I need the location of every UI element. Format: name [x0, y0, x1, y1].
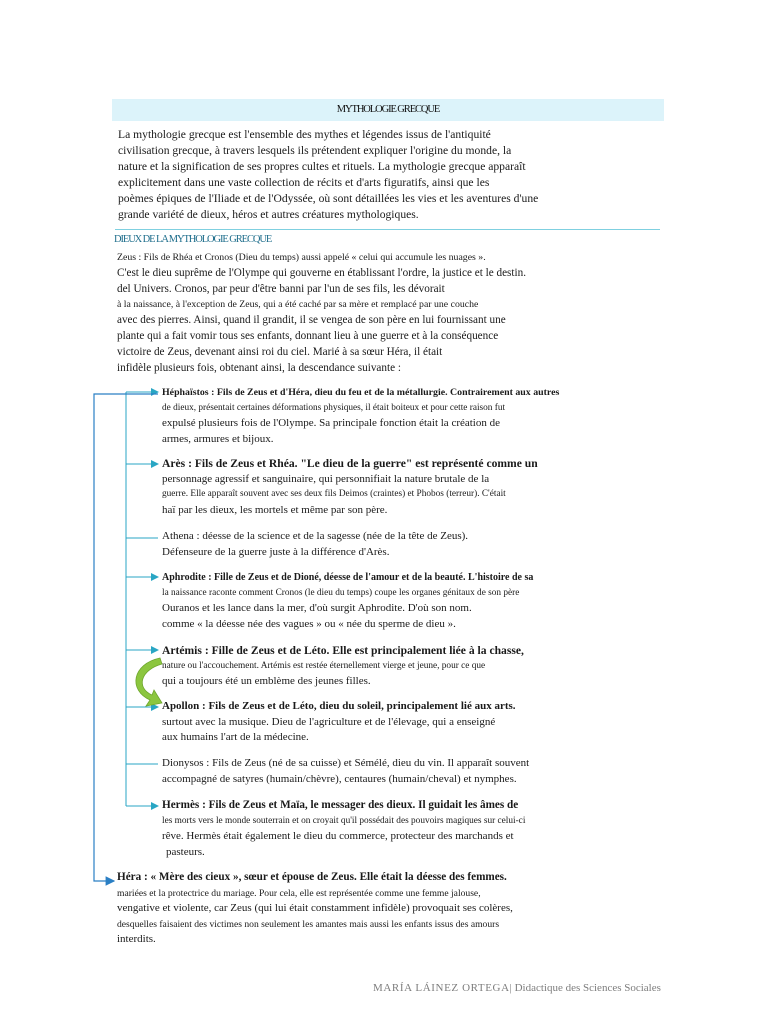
hermes-line: rêve. Hermès était également le dieu du commerce, protecteur des marchands et — [162, 830, 514, 843]
apollon-line: surtout avec la musique. Dieu de l'agriculture et de l'élevage, qui a enseigné — [162, 715, 496, 728]
hephaistos-line: de dieux, présentait certaines déformations physiques, il était boiteux et pour cette raison fut — [162, 402, 506, 413]
intro-line: explicitement dans une vaste collection de récits et d'arts figuratifs, ainsi que les — [118, 176, 490, 189]
footer-author: MARÍA LÁINEZ ORTEGA — [373, 982, 510, 994]
aphrodite-line: la naissance raconte comment Cronos (le dieu du temps) coupe les organes génitaux de son père — [162, 587, 520, 598]
aphrodite-line: comme « la déesse née des vagues » ou « née du sperme de dieu ». — [162, 617, 456, 630]
hephaistos-heading: Héphaïstos : Fils de Zeus et d'Héra, dieu du feu et de la métallurgie. Contrairement aux autres — [162, 387, 560, 398]
entry-aphrodite — [162, 570, 614, 632]
zeus-line: avec des pierres. Ainsi, quand il grandit, il se vengea de son père en lui fournissant une — [117, 314, 506, 327]
zeus-line: del Univers. Cronos, par peur d'être banni par l'un de ses fils, les dévorait — [117, 282, 445, 295]
intro-line: grande variété de dieux, héros et autres créatures mythologiques. — [118, 208, 419, 221]
aphrodite-heading: Aphrodite : Fille de Zeus et de Dioné, déesse de l'amour et de la beauté. L'histoire de sa — [162, 572, 534, 583]
ares-line: personnage agressif et sanguinaire, qui personnifiait la nature brutale de la — [162, 472, 490, 485]
intro-line: civilisation grecque, à travers lesquels ils prétendent expliquer l'origine du monde, la — [118, 144, 512, 157]
aphrodite-line: Ouranos et les lance dans la mer, d'où surgit Aphrodite. D'où son nom. — [162, 602, 472, 615]
hera-line: desquelles faisaient des victimes non seulement les amantes mais aussi les enfants issus des amours — [117, 918, 500, 930]
artemis-heading: Artémis : Fille de Zeus et de Léto. Elle est principalement liée à la chasse, — [162, 644, 524, 657]
ares-line: guerre. Elle apparaît souvent avec ses deux fils Deimos (craintes) et Phobos (terreur). C'était — [162, 489, 506, 500]
zeus-line: à la naissance, à l'exception de Zeus, qui a été caché par sa mère et remplacé par une couche — [117, 299, 479, 311]
artemis-line: nature ou l'accouchement. Artémis est restée éternellement vierge et jeune, pour ce que — [162, 660, 486, 671]
document-title: MYTHOLOGIE GRECQUE — [336, 104, 440, 115]
entry-athena — [162, 529, 614, 560]
entry-dionysos — [162, 756, 614, 787]
zeus-line: plante qui a fait vomir tous ses enfants, donnant lieu à une guerre et à la conséquence — [117, 329, 499, 342]
entry-hermes — [162, 798, 614, 860]
dionysos-line: accompagné de satyres (humain/chèvre), centaures (humain/cheval) et nymphes. — [162, 772, 517, 785]
zeus-line: C'est le dieu suprême de l'Olympe qui gouverne en établissant l'ordre, la justice et le destin. — [117, 266, 526, 279]
hermes-line: les morts vers le monde souterrain et on croyait qu'il possédait des pouvoirs magiques sur celui-ci — [162, 815, 526, 826]
hephaistos-line: expulsé plusieurs fois de l'Olympe. Sa principale fonction était la création de — [162, 417, 500, 430]
hera-line: vengative et violente, car Zeus (qui lui était constamment infidèle) provoquait ses colères, — [117, 902, 513, 915]
hera-heading: Héra : « Mère des cieux », sœur et épouse de Zeus. Elle était la déesse des femmes. — [117, 871, 507, 883]
hermes-line: pasteurs. — [166, 845, 205, 858]
entry-ares — [162, 456, 614, 518]
footer-course: Didactique des Sciences Sociales — [511, 982, 661, 994]
zeus-line: Zeus : Fils de Rhéa et Cronos (Dieu du temps) aussi appelé « celui qui accumule les nuages ». — [117, 252, 486, 263]
entry-hephaistos — [162, 385, 614, 447]
ares-line: haï par les dieux, les mortels et même par son père. — [162, 503, 388, 516]
ares-heading: Arès : Fils de Zeus et Rhéa. "Le dieu de la guerre" est représenté comme un — [162, 457, 538, 470]
entry-apollon — [162, 699, 614, 746]
athena-line: Défenseure de la guerre juste à la différence d'Arès. — [162, 545, 390, 558]
apollon-line: aux humains l'art de la médecine. — [162, 731, 309, 744]
zeus-line: victoire de Zeus, devenant ainsi roi du ciel. Marié à sa sœur Héra, il était — [117, 345, 443, 358]
intro-line: nature et la signification de ses propres cultes et rituels. La mythologie grecque apparaît — [118, 160, 526, 173]
hermes-heading: Hermès : Fils de Zeus et Maïa, le messager des dieux. Il guidait les âmes de — [162, 799, 519, 811]
entry-hera — [117, 870, 573, 948]
hephaistos-line: armes, armures et bijoux. — [162, 432, 274, 445]
hera-line: interdits. — [117, 933, 156, 946]
athena-line: Athena : déesse de la science et de la sagesse (née de la tête de Zeus). — [162, 530, 469, 542]
dionysos-line: Dionysos : Fils de Zeus (né de sa cuisse) et Sémélé, dieu du vin. Il apparaît souvent — [162, 757, 530, 769]
zeus-line: infidèle plusieurs fois, obtenant ainsi, la descendance suivante : — [117, 361, 401, 374]
page-footer — [373, 982, 661, 994]
hera-line: mariées et la protectrice du mariage. Pour cela, elle est représentée comme une femme jalouse, — [117, 887, 481, 899]
intro-line: La mythologie grecque est l'ensemble des mythes et légendes issus de l'antiquité — [118, 128, 491, 141]
footer-separator: | — [509, 982, 512, 994]
entry-artemis — [162, 643, 614, 690]
artemis-line: qui a toujours été un emblème des jeunes filles. — [162, 675, 371, 688]
intro-line: poèmes épiques de l'Iliade et de l'Odyssée, où sont détaillées les vies et les aventures d'une — [118, 192, 539, 205]
apollon-heading: Apollon : Fils de Zeus et de Léto, dieu du soleil, principalement lié aux arts. — [162, 700, 516, 712]
twins-curved-arrow — [136, 658, 162, 706]
section-title: DIEUX DE LA MYTHOLOGIE GRECQUE — [114, 234, 272, 245]
